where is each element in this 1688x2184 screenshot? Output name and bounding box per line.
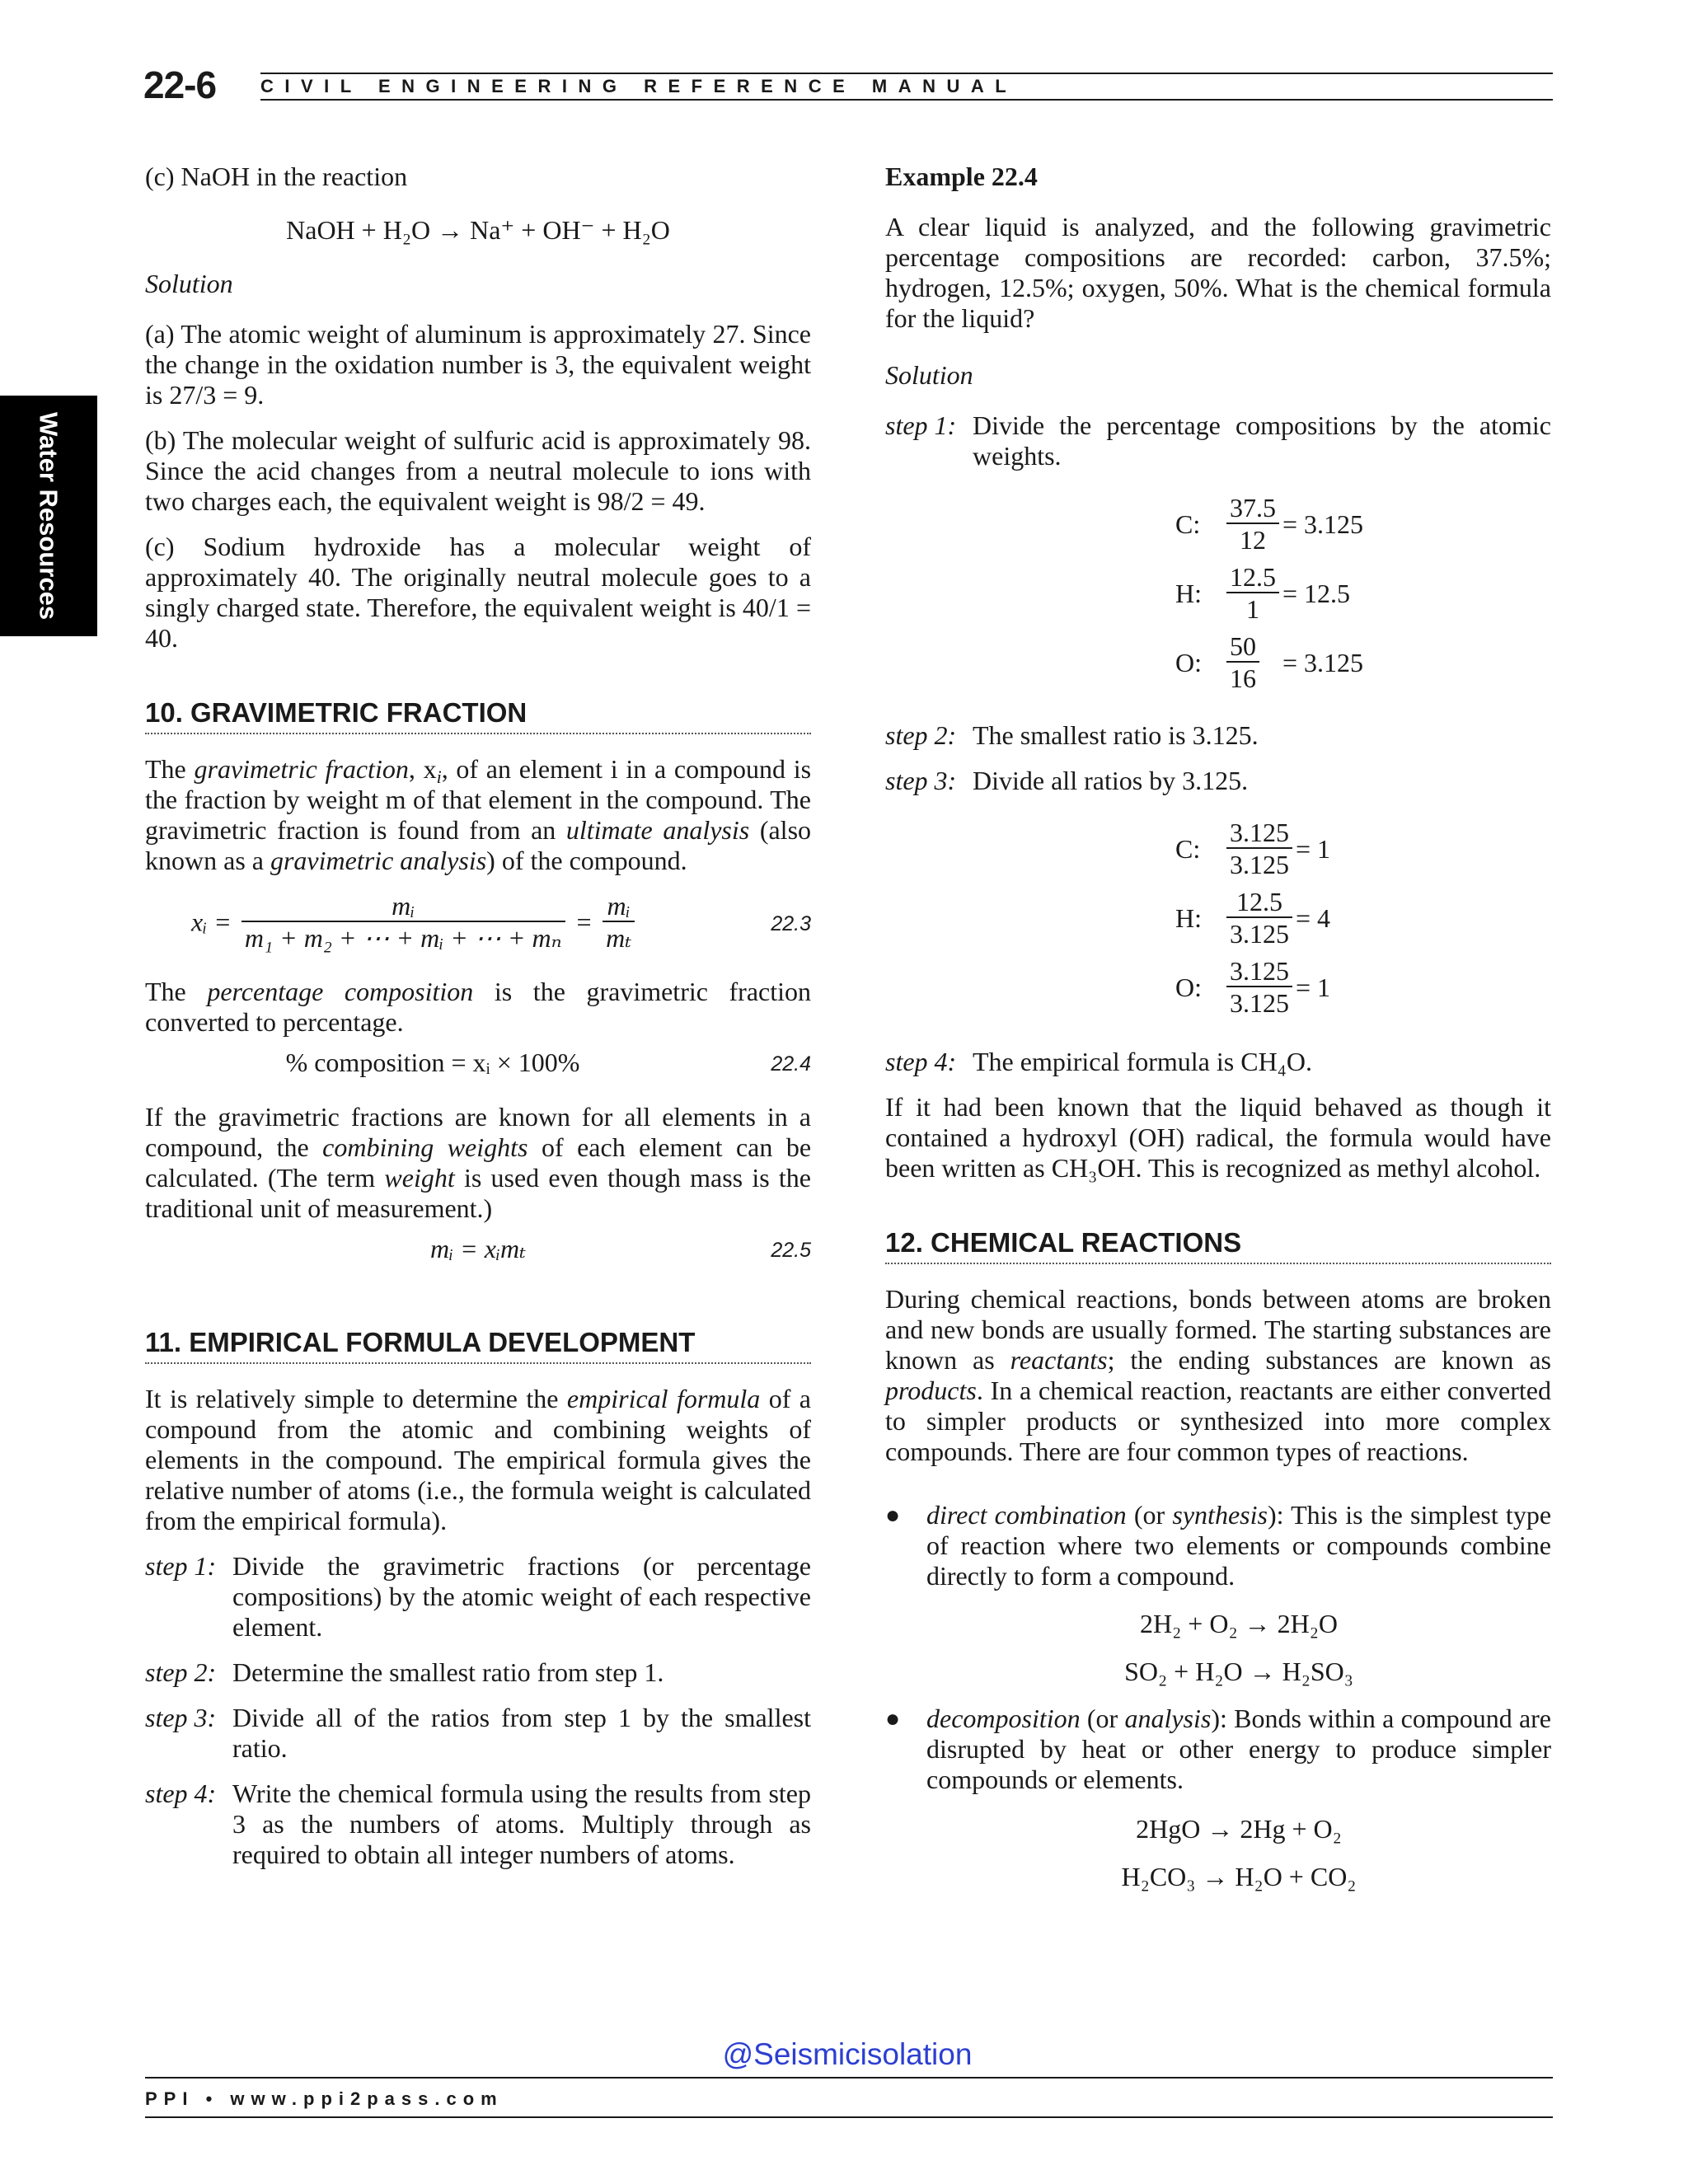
ratio-row-hydrogen: H: $\frac{12.5}{1}$ = 12.5 (1175, 562, 1351, 624)
naoh-reaction: NaOH + H₂O → Na⁺ + OH⁻ + H₂O (286, 215, 670, 245)
footer-rule-top (145, 2077, 1553, 2079)
side-tab (0, 396, 97, 636)
c-intro: (c) NaOH in the reaction (145, 162, 408, 191)
example-title: Example 22.4 (885, 162, 1038, 191)
ratio-row-carbon: C: $\frac{3.125}{3.125}$ = 1 (1175, 818, 1331, 879)
equation-number: 22.5 (771, 1239, 811, 1262)
section-11-para-1: It is relatively simple to determine the empirical formula of a compound from the atomic and combining weights of elements in the compound. The empirical formula gives the relative number of atoms (i.e., the formula weight is calculated from the empirical formula). (145, 1384, 812, 1535)
equation-number: 22.4 (771, 1052, 811, 1076)
bullet-decomposition: ● decomposition (or analysis): Bonds within a compound are disrupted by heat or other energy to produce simpler compounds or elements. (885, 1704, 1552, 1794)
equation-22-3: xᵢ = $\frac{\text{mᵢ}}{\text{m₁ + m₂ + ⋯ + mᵢ + ⋯ + mₙ}}$ = $\frac{\text{mᵢ}}{\text{mₜ}}$ 22.3 (191, 891, 811, 953)
manual-title: CIVIL ENGINEERING REFERENCE MANUAL (260, 76, 1018, 96)
section-11-heading: 11. EMPIRICAL FORMULA DEVELOPMENT (145, 1324, 811, 1364)
page-number: 22-6 (143, 63, 217, 106)
ratio-row-oxygen: O: $\frac{50}{16}$ = 3.125 (1175, 631, 1364, 693)
bullet-direct-combination: ● direct combination (or synthesis): This is the simplest type of reaction where two elements or compounds combine directly to form a compound. (885, 1500, 1552, 1591)
step-2: step 2: Determine the smallest ratio from step 1. (145, 1657, 664, 1687)
solution-label-right: Solution (885, 360, 973, 390)
section-10-para-1: The gravimetric fraction, $x_i$, of an element i in a compound is the fraction by weight m of that element in the compound. The gravimetric fraction is found from an ultimate analysis (also known as a gravimetric analysis) of the compound. (145, 754, 812, 875)
section-10-para-3: If the gravimetric fractions are known for all elements in a compound, the combining weights of each element can be calculated. (The term weight is used even though mass is the traditional unit of measurement.) (145, 1102, 812, 1223)
footer-rule-bottom (145, 2116, 1553, 2118)
equation-number: 22.3 (771, 912, 811, 935)
solution-label: Solution (145, 269, 233, 298)
bullet-icon: ● (885, 1705, 901, 1732)
step-3: step 3: Divide all of the ratios from step 1 by the smallest ratio. (145, 1703, 811, 1763)
solution-a: (a) The atomic weight of aluminum is approximately 27. Since the change in the oxidation number is 3, the equivalent weight is 27/3 = 9. (145, 319, 811, 410)
solution-b: (b) The molecular weight of sulfuric acid is approximately 98. Since the acid changes from a neutral molecule to ions with two charges each, the equivalent weight is 98/2 = 49. (145, 425, 811, 516)
ratio-table-2 (1175, 814, 1330, 1022)
example-step-4: step 4: The empirical formula is CH₄O. (885, 1047, 1312, 1076)
footer-publisher: PPI • www.ppi2pass.com (145, 2088, 504, 2109)
decomposition-equation-2: H₂CO₃ → H₂O + CO₂ (1121, 1862, 1357, 1891)
equation-22-4: % composition = xᵢ × 100% 22.4 (145, 1038, 811, 1099)
side-tab-label: Water Resources (34, 411, 63, 621)
decomposition-equation-1: 2HgO → 2Hg + O₂ (1136, 1814, 1342, 1844)
synthesis-equation-2: SO₂ + H₂O → H₂SO₃ (1124, 1657, 1353, 1686)
ratio-row-hydrogen: H: $\frac{12.5}{3.125}$ = 4 (1175, 887, 1331, 949)
example-step-1: step 1: Divide the percentage compositions by the atomic weights. (885, 410, 1551, 471)
equation-22-5: mᵢ = xᵢmₜ 22.5 (145, 1224, 811, 1285)
example-step-3: step 3: Divide all ratios by 3.125. (885, 766, 1249, 795)
hydroxyl-paragraph: If it had been known that the liquid behaved as though it contained a hydroxyl (OH) radical, the formula would have been written as CH₃OH. This is recognized as methyl alcohol. (885, 1092, 1551, 1183)
solution-c: (c) Sodium hydroxide has a molecular weight of approximately 40. The originally neutral molecule goes to a singly charged state. Therefore, the equivalent weight is 40/1 = 40. (145, 532, 811, 653)
watermark: @Seismicisolation (722, 2037, 973, 2071)
step-4: step 4: Write the chemical formula using the results from step 3 as the numbers of atoms. Multiply through as required to obtain all integer numbers of atoms. (145, 1779, 811, 1869)
bullet-icon: ● (885, 1502, 901, 1529)
example-text: A clear liquid is analyzed, and the following gravimetric percentage compositions are recorded: carbon, 37.5%; hydrogen, 12.5%; oxygen, 50%. What is the chemical formula for the liquid? (885, 212, 1551, 333)
section-12-heading: 12. CHEMICAL REACTIONS (885, 1225, 1551, 1264)
example-step-2: step 2: The smallest ratio is 3.125. (885, 720, 1259, 750)
header-rule-top (260, 73, 1553, 74)
right-column (885, 162, 1551, 1900)
section-10-heading: 10. GRAVIMETRIC FRACTION (145, 695, 811, 734)
left-column (145, 162, 811, 1870)
ratio-row-carbon: C: $\frac{37.5}{12}$ = 3.125 (1175, 493, 1364, 555)
step-1: step 1: Divide the gravimetric fractions (or percentage compositions) by the atomic weight of each respective element. (145, 1551, 811, 1642)
section-10-para-2: The percentage composition is the gravimetric fraction converted to percentage. (145, 977, 812, 1037)
section-12-para-1: During chemical reactions, bonds between atoms are broken and new bonds are usually formed. The starting substances are known as reactants; the ending substances are known as products. In a chemical reaction, reactants are either converted to simpler products or synthesized into more complex compounds. There are four common types of reactions. (885, 1284, 1551, 1466)
header-rule-bottom (260, 99, 1553, 101)
ratio-table-1 (1175, 490, 1363, 697)
ratio-row-oxygen: O: $\frac{3.125}{3.125}$ = 1 (1175, 956, 1331, 1018)
synthesis-equation-1: 2H₂ + O₂ → 2H₂O (1140, 1609, 1338, 1638)
